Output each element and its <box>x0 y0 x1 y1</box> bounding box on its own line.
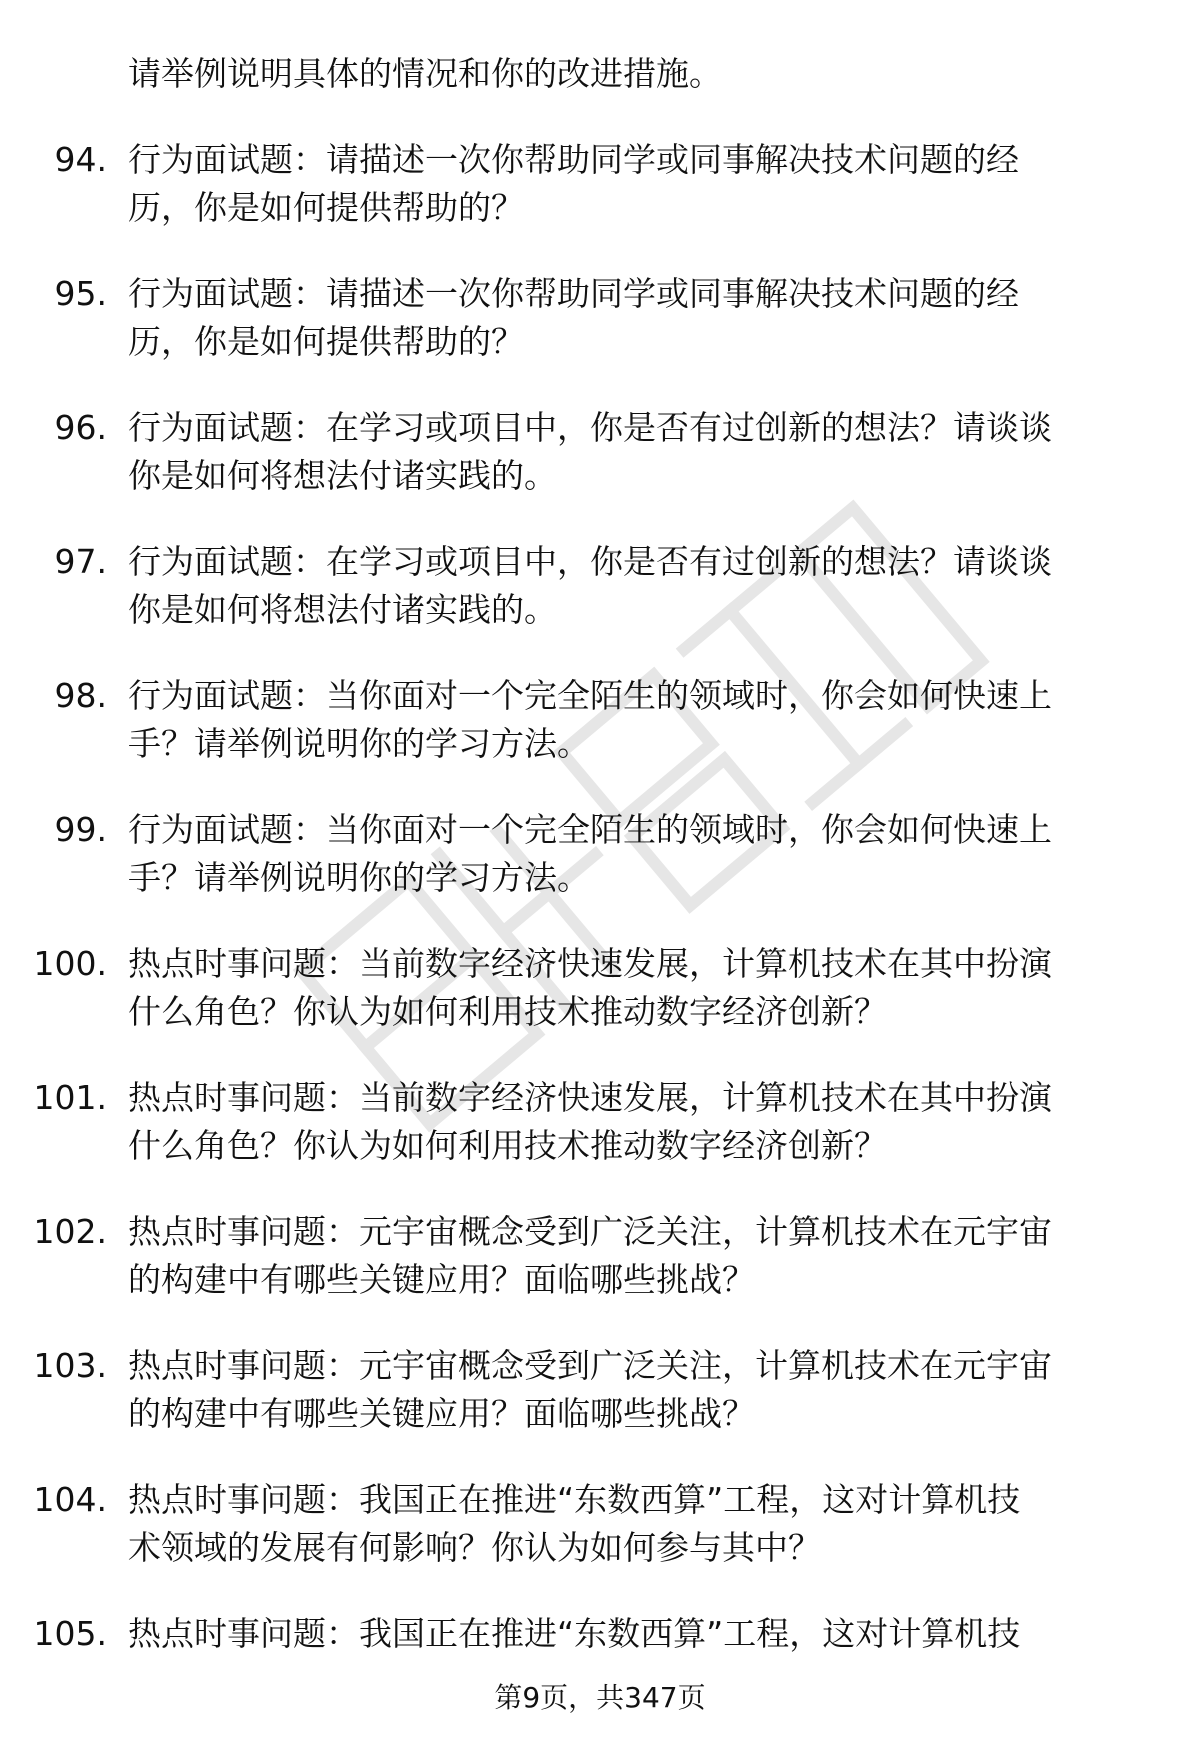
question-line: 热点时事问题：我国正在推进“东数西算”工程，这对计算机技 <box>128 1614 1021 1653</box>
question-line: 行为面试题：在学习或项目中，你是否有过创新的想法？请谈谈 <box>128 542 1052 581</box>
question-item-105 <box>0 1612 1200 1656</box>
question-line: 的构建中有哪些关键应用？面临哪些挑战？ <box>128 1394 755 1433</box>
question-line: 行为面试题：当你面对一个完全陌生的领域时，你会如何快速上 <box>128 810 1052 849</box>
question-line: 术领域的发展有何影响？你认为如何参与其中？ <box>128 1528 821 1567</box>
page-footer: 第9页，共347页 <box>494 1681 706 1714</box>
question-number: 97. <box>54 542 107 581</box>
question-list <box>0 52 1200 1656</box>
question-number: 102. <box>33 1212 107 1251</box>
question-line: 的构建中有哪些关键应用？面临哪些挑战？ <box>128 1260 755 1299</box>
question-line: 你是如何将想法付诸实践的。 <box>128 456 557 495</box>
question-item-98 <box>0 674 1200 766</box>
question-item-102 <box>0 1210 1200 1302</box>
question-line: 手？请举例说明你的学习方法。 <box>128 858 590 897</box>
question-number: 95. <box>54 274 107 313</box>
question-item-103 <box>0 1344 1200 1436</box>
question-number: 103. <box>33 1346 107 1385</box>
question-item-94 <box>0 138 1200 230</box>
question-item-95 <box>0 272 1200 364</box>
question-line: 你是如何将想法付诸实践的。 <box>128 590 557 629</box>
question-number: 101. <box>33 1078 107 1117</box>
question-line: 热点时事问题：我国正在推进“东数西算”工程，这对计算机技 <box>128 1480 1021 1519</box>
continuation-text: 请举例说明具体的情况和你的改进措施。 <box>128 54 722 93</box>
question-line: 行为面试题：请描述一次你帮助同学或同事解决技术问题的经 <box>128 274 1019 313</box>
question-item-99 <box>0 808 1200 900</box>
question-item-96 <box>0 406 1200 498</box>
question-item-100 <box>0 942 1200 1034</box>
question-item-97 <box>0 540 1200 632</box>
question-item-104 <box>0 1478 1200 1570</box>
question-line: 行为面试题：请描述一次你帮助同学或同事解决技术问题的经 <box>128 140 1019 179</box>
question-number: 100. <box>33 944 107 983</box>
question-number: 98. <box>54 676 107 715</box>
question-number: 105. <box>33 1614 107 1653</box>
question-line: 历，你是如何提供帮助的？ <box>128 322 524 361</box>
question-number: 99. <box>54 810 107 849</box>
question-line: 热点时事问题：元宇宙概念受到广泛关注，计算机技术在元宇宙 <box>128 1212 1052 1251</box>
question-line: 热点时事问题：当前数字经济快速发展，计算机技术在其中扮演 <box>128 1078 1052 1117</box>
question-line: 行为面试题：在学习或项目中，你是否有过创新的想法？请谈谈 <box>128 408 1052 447</box>
question-number: 94. <box>54 140 107 179</box>
question-number: 96. <box>54 408 107 447</box>
question-line: 热点时事问题：元宇宙概念受到广泛关注，计算机技术在元宇宙 <box>128 1346 1052 1385</box>
question-line: 手？请举例说明你的学习方法。 <box>128 724 590 763</box>
question-line: 什么角色？你认为如何利用技术推动数字经济创新？ <box>128 992 887 1031</box>
question-line: 什么角色？你认为如何利用技术推动数字经济创新？ <box>128 1126 887 1165</box>
question-number: 104. <box>33 1480 107 1519</box>
question-line: 行为面试题：当你面对一个完全陌生的领域时，你会如何快速上 <box>128 676 1052 715</box>
question-line: 历，你是如何提供帮助的？ <box>128 188 524 227</box>
question-line: 热点时事问题：当前数字经济快速发展，计算机技术在其中扮演 <box>128 944 1052 983</box>
question-item-101 <box>0 1076 1200 1168</box>
